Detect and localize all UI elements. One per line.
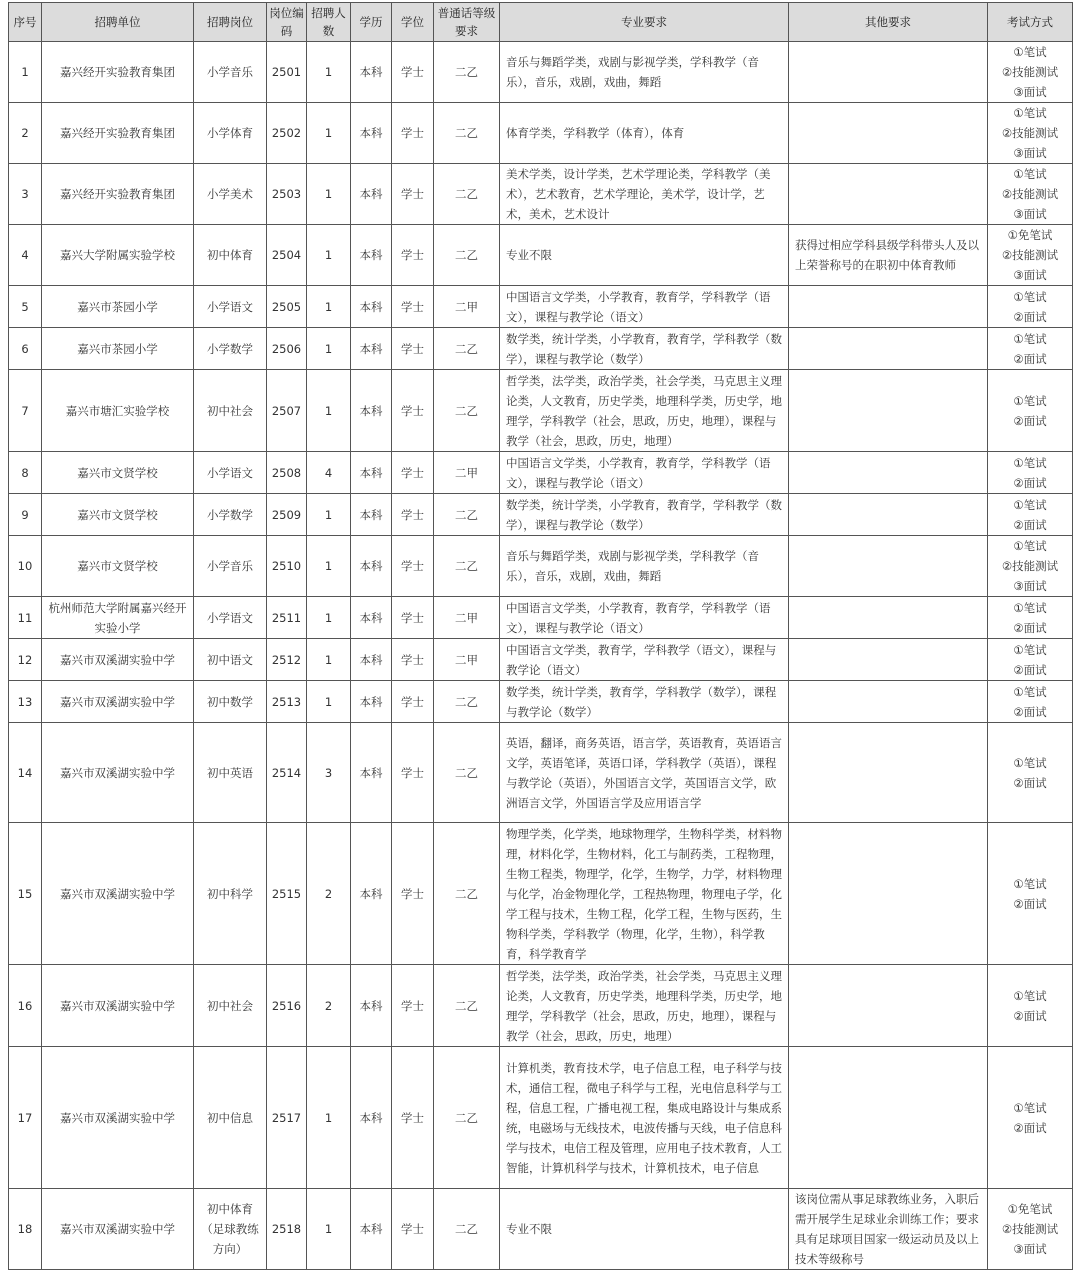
cell-no: 15: [9, 823, 42, 965]
cell-unit: 嘉兴市双溪湖实验中学: [42, 823, 194, 965]
cell-other: 获得过相应学科县级学科带头人及以上荣誉称号的在职初中体育教师: [789, 225, 988, 286]
table-row: [9, 328, 1073, 370]
cell-other: [789, 103, 988, 164]
cell-mandarin: 二乙: [434, 681, 500, 723]
exam-step: ②面试: [1013, 704, 1047, 719]
cell-degree: 学士: [392, 536, 434, 597]
cell-code: 2508: [267, 452, 307, 494]
exam-step: ②面试: [1013, 517, 1047, 532]
cell-post: 小学数学: [194, 494, 267, 536]
cell-unit: 嘉兴市双溪湖实验中学: [42, 965, 194, 1047]
cell-no: 7: [9, 370, 42, 452]
cell-education: 本科: [351, 452, 392, 494]
cell-unit: 嘉兴大学附属实验学校: [42, 225, 194, 286]
exam-step: ②面试: [1013, 351, 1047, 366]
cell-exam: [988, 42, 1073, 103]
cell-other: [789, 597, 988, 639]
cell-other: [789, 536, 988, 597]
cell-other: [789, 328, 988, 370]
cell-unit: 嘉兴市双溪湖实验中学: [42, 681, 194, 723]
cell-code: 2509: [267, 494, 307, 536]
cell-code: 2518: [267, 1189, 307, 1270]
cell-post: 初中数学: [194, 681, 267, 723]
cell-no: 10: [9, 536, 42, 597]
cell-degree: 学士: [392, 1047, 434, 1189]
cell-no: 3: [9, 164, 42, 225]
cell-no: 18: [9, 1189, 42, 1270]
cell-code: 2504: [267, 225, 307, 286]
cell-exam: [988, 681, 1073, 723]
table-row: [9, 42, 1073, 103]
exam-step: ②面试: [1013, 775, 1047, 790]
cell-no: 2: [9, 103, 42, 164]
exam-step: ②面试: [1013, 309, 1047, 324]
cell-post: 初中科学: [194, 823, 267, 965]
cell-education: 本科: [351, 164, 392, 225]
cell-unit: 嘉兴经开实验教育集团: [42, 164, 194, 225]
header-no: 序号: [9, 3, 42, 42]
cell-exam: [988, 1047, 1073, 1189]
exam-step: ①笔试: [1013, 539, 1047, 553]
table-row: [9, 823, 1073, 965]
cell-no: 6: [9, 328, 42, 370]
cell-education: 本科: [351, 370, 392, 452]
exam-step: ②技能测试: [1001, 248, 1059, 262]
cell-exam: [988, 597, 1073, 639]
exam-step: ①笔试: [1013, 331, 1047, 346]
cell-code: 2502: [267, 103, 307, 164]
cell-mandarin: 二乙: [434, 42, 500, 103]
table-row: [9, 965, 1073, 1047]
cell-mandarin: 二乙: [434, 370, 500, 452]
exam-step: ③面试: [1013, 268, 1047, 282]
cell-major: 数学类，统计学类，教育学，学科教学（数学），课程与教学论（数学）: [500, 681, 789, 723]
exam-step: ①笔试: [1013, 600, 1047, 615]
cell-degree: 学士: [392, 494, 434, 536]
header-education: 学历: [351, 3, 392, 42]
cell-count: 1: [307, 42, 351, 103]
cell-other: [789, 286, 988, 328]
cell-exam: [988, 286, 1073, 328]
cell-other: 该岗位需从事足球教练业务，入职后需开展学生足球业余训练工作；要求具有足球项目国家一级运动员及以上技术等级称号: [789, 1189, 988, 1270]
table-row: [9, 1189, 1073, 1270]
exam-step: ①笔试: [1013, 393, 1047, 408]
cell-no: 14: [9, 723, 42, 823]
exam-step: ③面试: [1013, 579, 1047, 593]
cell-post: 初中社会: [194, 370, 267, 452]
exam-step: ②面试: [1013, 620, 1047, 635]
table-row: [9, 681, 1073, 723]
cell-count: 1: [307, 536, 351, 597]
exam-step: ①笔试: [1013, 755, 1047, 770]
exam-step: ②技能测试: [1001, 187, 1059, 201]
cell-unit: 嘉兴市文贤学校: [42, 452, 194, 494]
exam-step: ①笔试: [1013, 1100, 1047, 1115]
cell-exam: [988, 328, 1073, 370]
cell-education: 本科: [351, 1189, 392, 1270]
header-other: 其他要求: [789, 3, 988, 42]
cell-exam: [988, 823, 1073, 965]
exam-step: ③面试: [1013, 85, 1047, 99]
cell-degree: 学士: [392, 164, 434, 225]
cell-unit: 嘉兴市双溪湖实验中学: [42, 1047, 194, 1189]
cell-mandarin: 二乙: [434, 823, 500, 965]
cell-other: [789, 1047, 988, 1189]
cell-unit: 嘉兴市文贤学校: [42, 536, 194, 597]
cell-post: 小学语文: [194, 452, 267, 494]
table-row: [9, 103, 1073, 164]
exam-step: ③面试: [1013, 1242, 1047, 1256]
cell-degree: 学士: [392, 103, 434, 164]
table-row: [9, 225, 1073, 286]
cell-other: [789, 164, 988, 225]
cell-degree: 学士: [392, 597, 434, 639]
cell-exam: [988, 164, 1073, 225]
header-post: 招聘岗位: [194, 3, 267, 42]
cell-other: [789, 42, 988, 103]
cell-other: [789, 494, 988, 536]
cell-mandarin: 二甲: [434, 286, 500, 328]
cell-code: 2513: [267, 681, 307, 723]
recruitment-table: [8, 2, 1073, 1270]
cell-no: 8: [9, 452, 42, 494]
cell-unit: 嘉兴经开实验教育集团: [42, 103, 194, 164]
exam-step: ②技能测试: [1001, 65, 1059, 79]
cell-unit: 嘉兴经开实验教育集团: [42, 42, 194, 103]
cell-exam: [988, 965, 1073, 1047]
header-mandarin: 普通话等级要求: [434, 3, 500, 42]
cell-mandarin: 二乙: [434, 164, 500, 225]
cell-count: 2: [307, 823, 351, 965]
cell-education: 本科: [351, 723, 392, 823]
table-header-row: [9, 3, 1073, 42]
cell-no: 11: [9, 597, 42, 639]
cell-mandarin: 二乙: [434, 1189, 500, 1270]
cell-count: 1: [307, 328, 351, 370]
cell-no: 16: [9, 965, 42, 1047]
cell-code: 2503: [267, 164, 307, 225]
cell-education: 本科: [351, 225, 392, 286]
table-row: [9, 452, 1073, 494]
cell-education: 本科: [351, 1047, 392, 1189]
cell-major: 数学类，统计学类，小学教育，教育学，学科教学（数学），课程与教学论（数学）: [500, 328, 789, 370]
cell-degree: 学士: [392, 286, 434, 328]
cell-degree: 学士: [392, 452, 434, 494]
cell-major: 哲学类，法学类，政治学类，社会学类，马克思主义理论类，人文教育，历史学类，地理科学类，历史学，地理学，学科教学（社会，思政，历史，地理），课程与教学（社会，思政，历史，地理）: [500, 370, 789, 452]
cell-post: 小学数学: [194, 328, 267, 370]
exam-step: ②面试: [1013, 662, 1047, 677]
cell-code: 2507: [267, 370, 307, 452]
cell-mandarin: 二甲: [434, 639, 500, 681]
exam-step: ②面试: [1013, 896, 1047, 911]
cell-education: 本科: [351, 639, 392, 681]
cell-major: 中国语言文学类，小学教育，教育学，学科教学（语文），课程与教学论（语文）: [500, 452, 789, 494]
cell-major: 音乐与舞蹈学类，戏剧与影视学类，学科教学（音乐），音乐，戏剧，戏曲，舞蹈: [500, 42, 789, 103]
table-row: [9, 494, 1073, 536]
cell-no: 5: [9, 286, 42, 328]
cell-count: 1: [307, 1189, 351, 1270]
cell-code: 2517: [267, 1047, 307, 1189]
cell-no: 4: [9, 225, 42, 286]
cell-education: 本科: [351, 536, 392, 597]
exam-step: ①笔试: [1013, 988, 1047, 1003]
exam-step: ②面试: [1013, 1008, 1047, 1023]
cell-post: 小学语文: [194, 597, 267, 639]
cell-post: 小学音乐: [194, 536, 267, 597]
cell-exam: [988, 1189, 1073, 1270]
cell-mandarin: 二乙: [434, 494, 500, 536]
table-row: [9, 370, 1073, 452]
cell-major: 英语，翻译，商务英语，语言学，英语教育，英语语言文学，英语笔译，英语口译，学科教学（英语），课程与教学论（英语），外国语言文学，英国语言文学，欧洲语言文学，外国语言学及应用语言学: [500, 723, 789, 823]
cell-education: 本科: [351, 328, 392, 370]
cell-other: [789, 370, 988, 452]
cell-education: 本科: [351, 681, 392, 723]
header-exam: 考试方式: [988, 3, 1073, 42]
cell-count: 1: [307, 597, 351, 639]
cell-count: 1: [307, 494, 351, 536]
cell-unit: 嘉兴市双溪湖实验中学: [42, 1189, 194, 1270]
cell-code: 2515: [267, 823, 307, 965]
cell-other: [789, 681, 988, 723]
cell-education: 本科: [351, 965, 392, 1047]
cell-unit: 嘉兴市文贤学校: [42, 494, 194, 536]
exam-step: ①笔试: [1013, 289, 1047, 304]
cell-major: 专业不限: [500, 1189, 789, 1270]
cell-degree: 学士: [392, 1189, 434, 1270]
cell-major: 体育学类，学科教学（体育），体育: [500, 103, 789, 164]
cell-count: 1: [307, 103, 351, 164]
cell-education: 本科: [351, 597, 392, 639]
exam-step: ②技能测试: [1001, 559, 1059, 573]
cell-count: 4: [307, 452, 351, 494]
cell-post: 初中体育（足球教练方向）: [194, 1189, 267, 1270]
cell-other: [789, 639, 988, 681]
cell-no: 9: [9, 494, 42, 536]
cell-count: 1: [307, 286, 351, 328]
cell-major: 专业不限: [500, 225, 789, 286]
cell-major: 中国语言文学类，小学教育，教育学，学科教学（语文），课程与教学论（语文）: [500, 286, 789, 328]
cell-exam: [988, 452, 1073, 494]
table-row: [9, 286, 1073, 328]
cell-education: 本科: [351, 103, 392, 164]
cell-mandarin: 二乙: [434, 965, 500, 1047]
cell-code: 2505: [267, 286, 307, 328]
cell-post: 初中社会: [194, 965, 267, 1047]
table-row: [9, 536, 1073, 597]
cell-count: 3: [307, 723, 351, 823]
cell-major: 计算机类，教育技术学，电子信息工程，电子科学与技术，通信工程，微电子科学与工程，光电信息科学与工程，信息工程，广播电视工程，集成电路设计与集成系统，电磁场与无线技术，电波传播与天线，电子信息科学与技术，电信工程及管理，应用电子技术教育，人工智能，计算机科学与技术，计算机技术，电子信息: [500, 1047, 789, 1189]
exam-step: ①免笔试: [1007, 228, 1053, 242]
cell-major: 物理学类，化学类，地球物理学，生物科学类，材料物理，材料化学，生物材料，化工与制药类，工程物理，生物工程类，物理学，化学，生物学，力学，材料物理与化学，冶金物理化学，工程热物理，物理电子学，化学工程与技术，生物工程，化学工程，生物与医药，生物科学类，学科教学（物理，化学，生物），科学教育，科学教育学: [500, 823, 789, 965]
cell-exam: [988, 536, 1073, 597]
cell-count: 1: [307, 225, 351, 286]
cell-code: 2516: [267, 965, 307, 1047]
cell-degree: 学士: [392, 681, 434, 723]
cell-code: 2506: [267, 328, 307, 370]
cell-other: [789, 452, 988, 494]
cell-mandarin: 二乙: [434, 328, 500, 370]
cell-no: 12: [9, 639, 42, 681]
cell-education: 本科: [351, 823, 392, 965]
exam-step: ①免笔试: [1007, 1202, 1053, 1216]
cell-exam: [988, 723, 1073, 823]
cell-post: 初中体育: [194, 225, 267, 286]
exam-step: ①笔试: [1013, 497, 1047, 512]
cell-exam: [988, 639, 1073, 681]
cell-post: 初中英语: [194, 723, 267, 823]
exam-step: ②面试: [1013, 1120, 1047, 1135]
cell-count: 1: [307, 1047, 351, 1189]
cell-education: 本科: [351, 42, 392, 103]
cell-exam: [988, 225, 1073, 286]
cell-other: [789, 823, 988, 965]
table-row: [9, 639, 1073, 681]
exam-step: ②面试: [1013, 475, 1047, 490]
cell-major: 美术学类，设计学类，艺术学理论类，学科教学（美术），艺术教育，艺术学理论，美术学，设计学，艺术，美术，艺术设计: [500, 164, 789, 225]
cell-mandarin: 二乙: [434, 536, 500, 597]
cell-count: 2: [307, 965, 351, 1047]
cell-mandarin: 二甲: [434, 597, 500, 639]
cell-exam: [988, 494, 1073, 536]
cell-degree: 学士: [392, 225, 434, 286]
exam-step: ③面试: [1013, 146, 1047, 160]
cell-major: 音乐与舞蹈学类，戏剧与影视学类，学科教学（音乐），音乐，戏剧，戏曲，舞蹈: [500, 536, 789, 597]
exam-step: ①笔试: [1013, 45, 1047, 59]
cell-education: 本科: [351, 286, 392, 328]
exam-step: ①笔试: [1013, 455, 1047, 470]
cell-code: 2511: [267, 597, 307, 639]
cell-major: 哲学类，法学类，政治学类，社会学类，马克思主义理论类，人文教育，历史学类，地理科学类，历史学，地理学，学科教学（社会，思政，历史，地理），课程与教学（社会，思政，历史，地理）: [500, 965, 789, 1047]
cell-major: 中国语言文学类，教育学，学科教学（语文），课程与教学论（语文）: [500, 639, 789, 681]
exam-step: ①笔试: [1013, 642, 1047, 657]
cell-degree: 学士: [392, 370, 434, 452]
cell-code: 2510: [267, 536, 307, 597]
cell-degree: 学士: [392, 42, 434, 103]
cell-degree: 学士: [392, 823, 434, 965]
cell-post: 小学美术: [194, 164, 267, 225]
cell-no: 17: [9, 1047, 42, 1189]
cell-degree: 学士: [392, 328, 434, 370]
cell-code: 2512: [267, 639, 307, 681]
cell-mandarin: 二乙: [434, 1047, 500, 1189]
cell-exam: [988, 370, 1073, 452]
cell-unit: 杭州师范大学附属嘉兴经开实验小学: [42, 597, 194, 639]
table-row: [9, 597, 1073, 639]
cell-unit: 嘉兴市塘汇实验学校: [42, 370, 194, 452]
cell-no: 1: [9, 42, 42, 103]
exam-step: ①笔试: [1013, 167, 1047, 181]
header-degree: 学位: [392, 3, 434, 42]
cell-count: 1: [307, 370, 351, 452]
cell-degree: 学士: [392, 723, 434, 823]
exam-step: ②技能测试: [1001, 1222, 1059, 1236]
cell-code: 2514: [267, 723, 307, 823]
cell-degree: 学士: [392, 639, 434, 681]
exam-step: ②技能测试: [1001, 126, 1059, 140]
header-code: 岗位编码: [267, 3, 307, 42]
table-row: [9, 1047, 1073, 1189]
exam-step: ①笔试: [1013, 106, 1047, 120]
header-major: 专业要求: [500, 3, 789, 42]
cell-count: 1: [307, 164, 351, 225]
cell-post: 小学语文: [194, 286, 267, 328]
exam-step: ①笔试: [1013, 876, 1047, 891]
header-count: 招聘人数: [307, 3, 351, 42]
cell-other: [789, 965, 988, 1047]
cell-other: [789, 723, 988, 823]
cell-exam: [988, 103, 1073, 164]
cell-code: 2501: [267, 42, 307, 103]
cell-mandarin: 二乙: [434, 103, 500, 164]
cell-post: 小学体育: [194, 103, 267, 164]
cell-mandarin: 二甲: [434, 452, 500, 494]
cell-no: 13: [9, 681, 42, 723]
cell-degree: 学士: [392, 965, 434, 1047]
cell-unit: 嘉兴市茶园小学: [42, 328, 194, 370]
cell-major: 中国语言文学类，小学教育，教育学，学科教学（语文），课程与教学论（语文）: [500, 597, 789, 639]
cell-post: 小学音乐: [194, 42, 267, 103]
exam-step: ①笔试: [1013, 684, 1047, 699]
exam-step: ③面试: [1013, 207, 1047, 221]
cell-post: 初中信息: [194, 1047, 267, 1189]
cell-mandarin: 二乙: [434, 723, 500, 823]
cell-unit: 嘉兴市茶园小学: [42, 286, 194, 328]
table-row: [9, 164, 1073, 225]
cell-mandarin: 二乙: [434, 225, 500, 286]
cell-post: 初中语文: [194, 639, 267, 681]
cell-education: 本科: [351, 494, 392, 536]
cell-count: 1: [307, 681, 351, 723]
cell-major: 数学类，统计学类，小学教育，教育学，学科教学（数学），课程与教学论（数学）: [500, 494, 789, 536]
exam-step: ②面试: [1013, 413, 1047, 428]
header-unit: 招聘单位: [42, 3, 194, 42]
cell-unit: 嘉兴市双溪湖实验中学: [42, 723, 194, 823]
cell-count: 1: [307, 639, 351, 681]
table-row: [9, 723, 1073, 823]
cell-unit: 嘉兴市双溪湖实验中学: [42, 639, 194, 681]
